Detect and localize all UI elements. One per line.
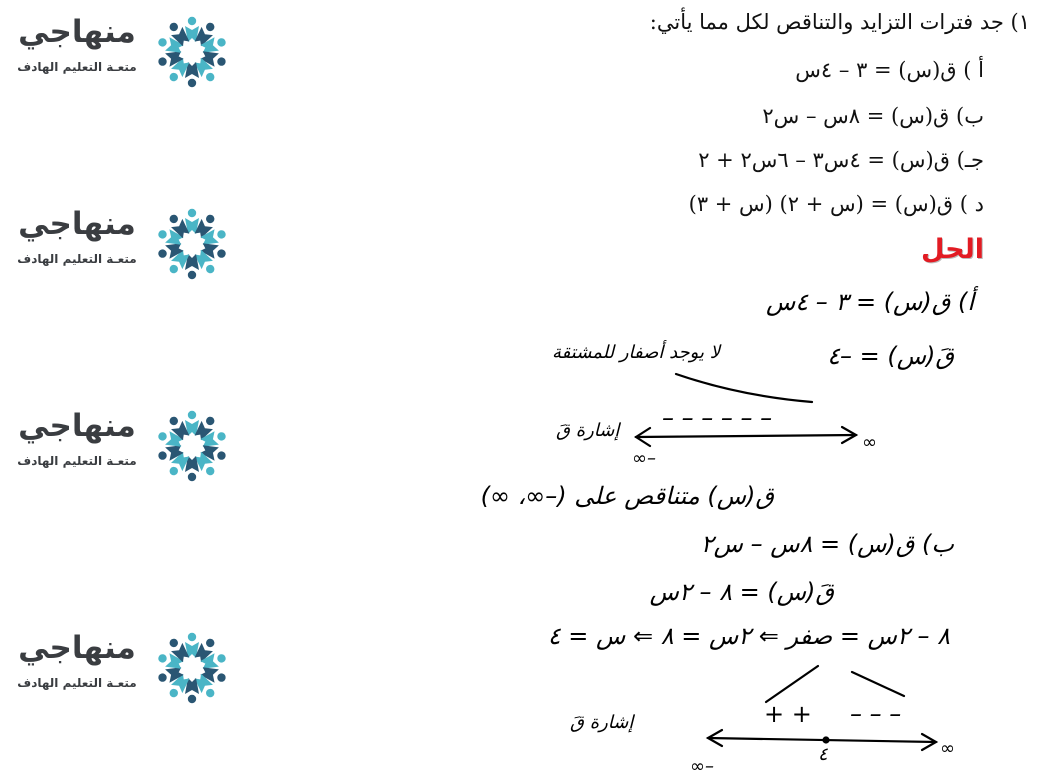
solution-b-critical-point: ٤ xyxy=(818,744,828,765)
solution-b-plus-signs: + + xyxy=(764,700,812,728)
brand-tagline: متعـة التعليم الهادف xyxy=(17,252,137,266)
arrowhead-left-b xyxy=(708,730,722,746)
part-label: ب) xyxy=(956,104,984,128)
question-number: ١) xyxy=(1010,10,1030,34)
part-expression: ق(س) = ٤س٣ – ٦س٢ + ٢ xyxy=(698,148,950,172)
brand-name: منهاجي xyxy=(18,408,136,444)
people-circle-icon xyxy=(152,406,232,486)
solution-a-neg-infinity: –∞ xyxy=(632,448,656,469)
part-label: أ ) xyxy=(963,58,984,82)
solution-b-function: ب) ق(س) = ٨س – س٢ xyxy=(700,530,954,558)
solution-b-pos-infinity: ∞ xyxy=(940,738,955,759)
brand-tagline: متعـة التعليم الهادف xyxy=(17,60,137,74)
question-part-b xyxy=(762,104,984,128)
solution-title: الحل xyxy=(921,234,984,265)
solution-a-sign-label: إشارة قَ xyxy=(556,420,620,441)
solution-a-pos-infinity: ∞ xyxy=(862,432,877,453)
pointer-stroke xyxy=(852,672,904,696)
question-text: جد فترات التزايد والتناقص لكل مما يأتي: xyxy=(649,10,1004,34)
people-circle-icon xyxy=(152,204,232,284)
solution-a-function: أ) ق(س) = ٣ – ٤س xyxy=(765,288,974,316)
number-line-b xyxy=(708,738,936,742)
solution-b-zero: ٨ – ٢س = صفر ⇐ ٢س = ٨ ⇐ س = ٤ xyxy=(547,622,950,650)
solution-a-note: لا يوجد أصفار للمشتقة xyxy=(552,342,720,363)
solution-a-sign-dashes: – – – – – – xyxy=(662,404,773,432)
arrowhead-right-b xyxy=(922,734,936,750)
brand-name: منهاجي xyxy=(18,206,136,242)
brand-tagline: متعـة التعليم الهادف xyxy=(17,454,137,468)
brand-logo xyxy=(6,626,232,708)
brand-logo xyxy=(6,202,232,284)
people-circle-icon xyxy=(152,12,232,92)
solution-b-sign-label: إشارة قَ xyxy=(570,712,634,733)
arrowhead-right-a xyxy=(842,427,856,443)
part-expression: ق(س) = ٣ – ٤س xyxy=(795,58,957,82)
solution-a-derivative: قَ(س) = –٤ xyxy=(827,342,954,370)
critical-point-dot xyxy=(824,738,829,743)
brand-logo xyxy=(6,404,232,486)
underline-stroke xyxy=(676,374,812,402)
people-circle-icon xyxy=(152,628,232,708)
part-expression: ق(س) = ٨س – س٢ xyxy=(762,104,950,128)
question-part-d xyxy=(689,192,984,216)
part-expression: ق(س) = (س + ٢) (س + ٣) xyxy=(688,192,954,216)
part-label: جـ) xyxy=(956,148,984,172)
brand-name: منهاجي xyxy=(18,630,136,666)
arrowhead-left-a xyxy=(636,428,650,446)
question-part-c xyxy=(698,148,984,172)
part-label: د ) xyxy=(959,192,984,216)
number-line-a xyxy=(636,435,856,437)
solution-b-derivative: قَ(س) = ٨ – ٢س xyxy=(649,578,834,606)
brand-tagline: متعـة التعليم الهادف xyxy=(17,676,137,690)
question-part-a xyxy=(795,58,984,82)
pointer-stroke xyxy=(766,666,818,702)
solution-a-result: ق(س) متناقص على (–∞، ∞) xyxy=(480,482,774,510)
brand-name: منهاجي xyxy=(18,14,136,50)
solution-b-minus-signs: – – – xyxy=(850,700,902,728)
question-prompt xyxy=(650,10,1030,34)
brand-logo xyxy=(6,10,232,92)
solution-b-neg-infinity: –∞ xyxy=(690,756,714,777)
